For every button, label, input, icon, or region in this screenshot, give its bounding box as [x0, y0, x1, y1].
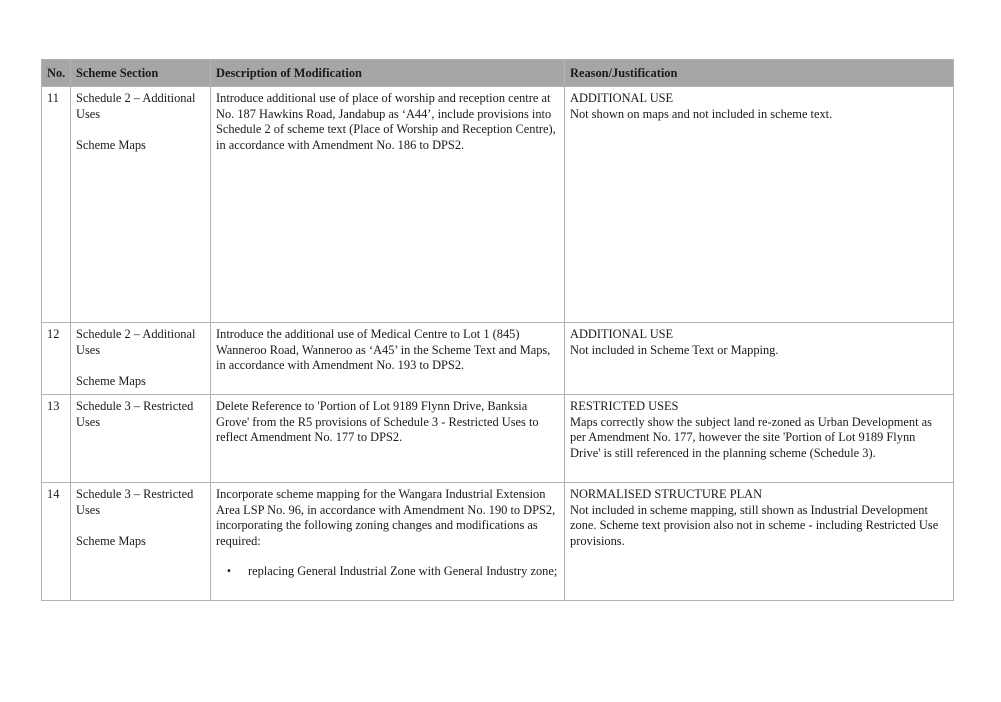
table-row: [42, 323, 954, 395]
scheme-section-primary: Schedule 3 – Restricted Uses: [76, 487, 194, 517]
reason-text: Not included in scheme mapping, still shown as Industrial Development zone. Scheme text provision also not in scheme - including Restricted Use provisions.: [570, 502, 939, 548]
description-text: Incorporate scheme mapping for the Wangara Industrial Extension Area LSP No. 96, in accordance with Amendment No. 190 to DPS2, incorporating the following zoning changes and modifications as required:: [216, 487, 556, 548]
description-cell: [211, 483, 565, 601]
row-number: 12: [42, 323, 71, 395]
reason-title: RESTRICTED USES: [570, 399, 679, 413]
table-header-row: [42, 60, 954, 87]
description-cell: Introduce the additional use of Medical Centre to Lot 1 (845) Wanneroo Road, Wanneroo as ‘A45’ in the Scheme Text and Maps, in accordance with Amendment No. 193 to DPS2.: [211, 323, 565, 395]
reason-cell: [565, 87, 954, 323]
scheme-section-cell: [71, 323, 211, 395]
reason-cell: [565, 483, 954, 601]
header-description: Description of Modification: [211, 60, 565, 87]
scheme-section-secondary: Scheme Maps: [76, 533, 146, 548]
scheme-section-primary: Schedule 2 – Additional Uses: [76, 327, 196, 357]
scheme-section-cell: [71, 87, 211, 323]
scheme-section-secondary: Scheme Maps: [76, 137, 146, 152]
reason-text: Not included in Scheme Text or Mapping.: [570, 342, 779, 357]
reason-text: Not shown on maps and not included in scheme text.: [570, 106, 833, 121]
row-number: 11: [42, 87, 71, 323]
row-number: 14: [42, 483, 71, 601]
header-reason: Reason/Justification: [565, 60, 954, 87]
table-row: [42, 87, 954, 323]
description-bullet-list: [216, 564, 559, 580]
reason-title: ADDITIONAL USE: [570, 327, 674, 341]
scheme-section-cell: [71, 483, 211, 601]
reason-title: NORMALISED STRUCTURE PLAN: [570, 487, 763, 501]
reason-cell: [565, 323, 954, 395]
row-number: 13: [42, 395, 71, 483]
description-cell: Introduce additional use of place of worship and reception centre at No. 187 Hawkins Road, Jandabup as ‘A44’, include provisions into Schedule 2 of scheme text (Place of Worship and Reception Centre), in accordance with Amendment No. 186 to DPS2.: [211, 87, 565, 323]
reason-title: ADDITIONAL USE: [570, 91, 674, 105]
scheme-section-cell: [71, 395, 211, 483]
table-row: [42, 395, 954, 483]
description-cell: Delete Reference to 'Portion of Lot 9189 Flynn Drive, Banksia Grove' from the R5 provisions of Schedule 3 - Restricted Uses to reflect Amendment No. 177 to DPS2.: [211, 395, 565, 483]
scheme-section-primary: Schedule 3 – Restricted Uses: [76, 399, 194, 429]
header-no: No.: [42, 60, 71, 87]
modifications-table: [41, 59, 954, 601]
table-row: [42, 483, 954, 601]
scheme-section-primary: Schedule 2 – Additional Uses: [76, 91, 196, 121]
reason-text: Maps correctly show the subject land re-zoned as Urban Development as per Amendment No. 177, however the site 'Portion of Lot 9189 Flynn Drive' is still referenced in the planning scheme (Schedule 3).: [570, 414, 932, 460]
reason-cell: [565, 395, 954, 483]
header-scheme-section: Scheme Section: [71, 60, 211, 87]
scheme-section-secondary: Scheme Maps: [76, 373, 146, 388]
description-bullet-item: • replacing General Industrial Zone with General Industry zone;: [248, 564, 559, 580]
